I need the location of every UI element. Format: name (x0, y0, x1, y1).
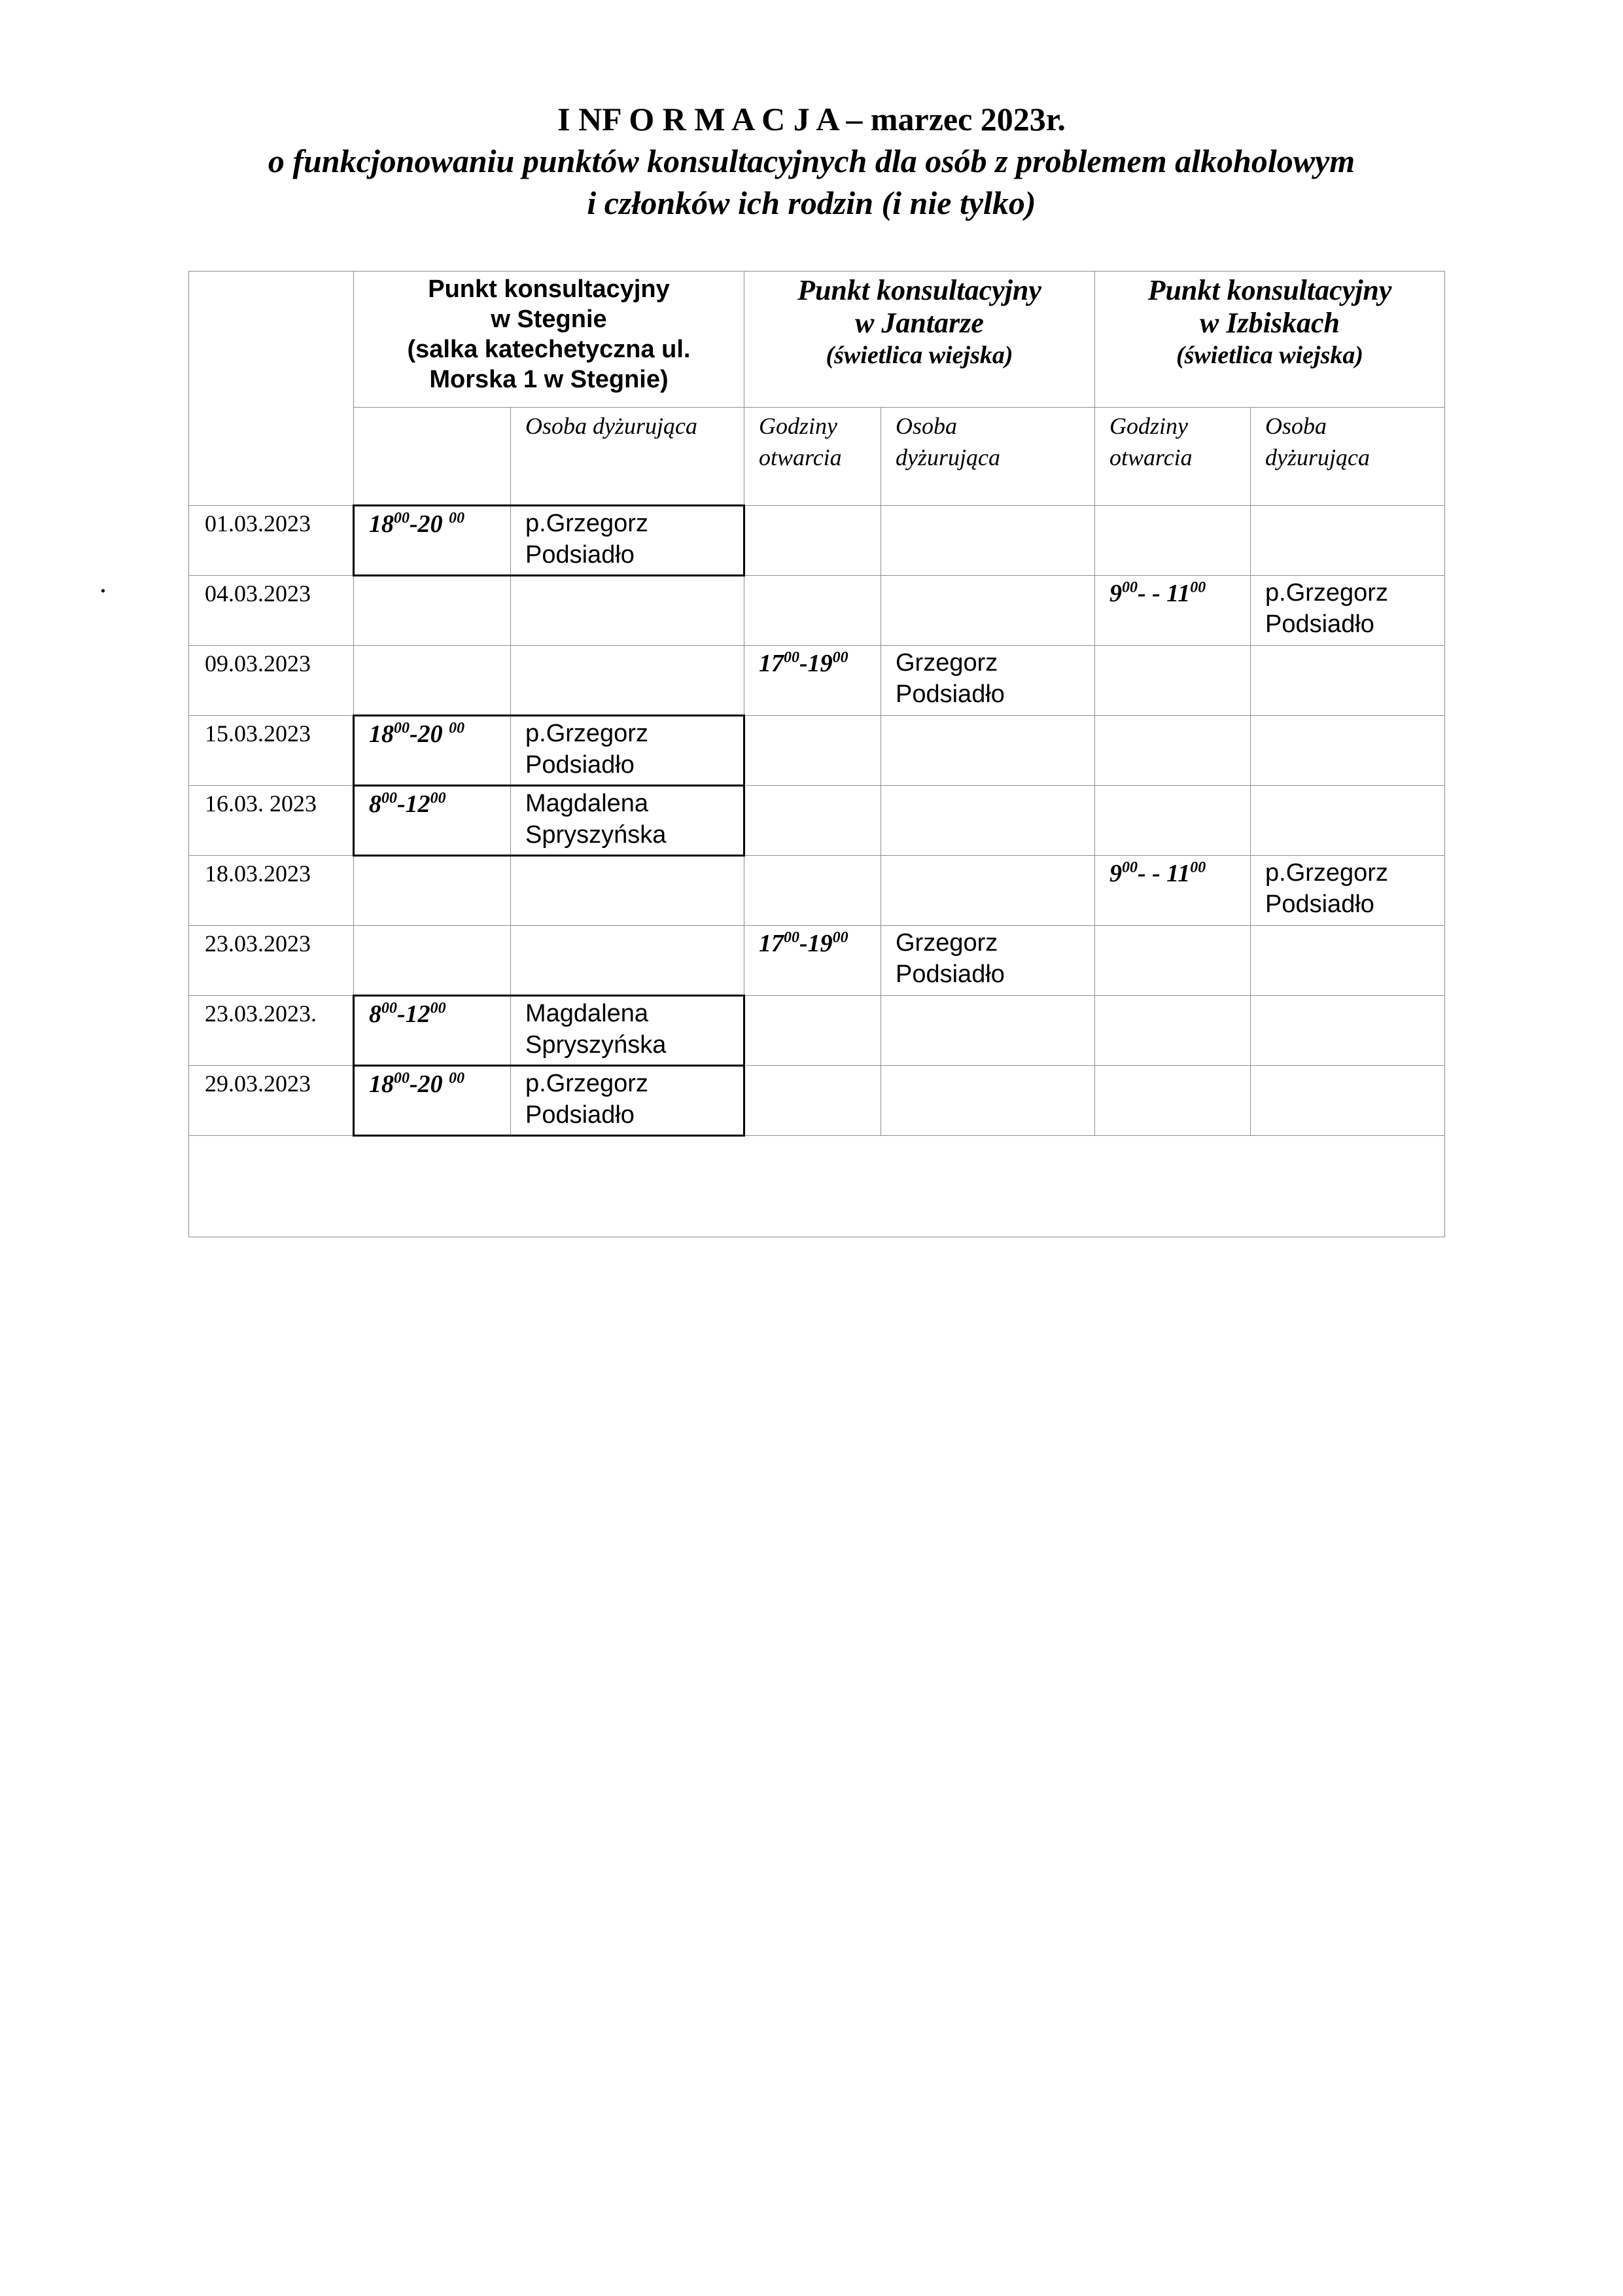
hours-separator: - (397, 790, 406, 818)
hours-from-minutes: 00 (1122, 579, 1138, 596)
hours-from-minutes: 00 (784, 929, 799, 946)
person-first-line: Magdalena (525, 790, 649, 817)
stegna-person-cell (511, 1066, 744, 1136)
izbiska-person-cell (1251, 506, 1445, 576)
hours-from: 17 (759, 650, 784, 677)
date-text: 18.03.2023 (205, 860, 311, 887)
person-second-line: Spryszyńska (525, 1031, 667, 1059)
subheader-stegna-hours (354, 408, 511, 506)
stegna-hours-cell (354, 506, 511, 576)
schedule-row (189, 1066, 1445, 1136)
person-second-line: Podsiadło (1265, 610, 1374, 638)
izbiska-hours-cell (1095, 506, 1251, 576)
stegna-hours-cell (354, 786, 511, 856)
subheader-stegna-person-label: Osoba dyżurująca (525, 413, 697, 439)
hours-to: 12 (405, 1000, 430, 1028)
jantar-person-cell (881, 786, 1095, 856)
header-izbiska (1095, 272, 1445, 408)
izbiska-hours-cell (1095, 856, 1251, 926)
title-line-1: I NF O R M A C J A – marzec 2023r. (557, 101, 1066, 137)
date-cell (189, 506, 354, 576)
schedule-table (188, 271, 1445, 1237)
hours-from: 8 (369, 1000, 381, 1028)
izbiska-hours-cell (1095, 1066, 1251, 1136)
person-second-line: Podsiadło (525, 751, 635, 779)
person-second-line: Podsiadło (525, 541, 635, 569)
hours-from-minutes: 00 (381, 1000, 397, 1017)
hours-to: 20 (417, 720, 449, 748)
hours-to: - 11 (1145, 580, 1191, 607)
izbiska-person-cell (1251, 646, 1445, 716)
stegna-hours-cell (354, 646, 511, 716)
hours-to: 19 (807, 650, 833, 677)
hours-to: 19 (807, 930, 833, 957)
izbiska-person-cell (1251, 856, 1445, 926)
jantar-person-cell (881, 506, 1095, 576)
hours-to-minutes: 00 (832, 649, 848, 666)
stegna-person-cell (511, 926, 744, 996)
hours-from: 17 (759, 930, 784, 957)
person-second-line: Podsiadło (896, 680, 1005, 708)
person-first-line: p.Grzegorz (525, 1070, 648, 1097)
date-text: 04.03.2023 (205, 580, 311, 607)
hours-to: 12 (405, 790, 430, 818)
subheader-izbiska-person (1251, 408, 1445, 506)
hours-from: 8 (369, 790, 381, 818)
jantar-hours-cell (744, 506, 881, 576)
jantar-hours-cell (744, 786, 881, 856)
izbiska-hours-cell (1095, 646, 1251, 716)
person-first-line: Grzegorz (896, 649, 998, 677)
hours-to: 20 (417, 510, 449, 538)
title-line-3: i członków ich rodzin (i nie tylko) (587, 185, 1036, 221)
header-stegna-line-3: (salka katechetyczna ul. (407, 336, 691, 363)
hours-from: 18 (369, 1070, 394, 1098)
hours-from: 9 (1109, 580, 1122, 607)
izbiska-hours-cell (1095, 576, 1251, 646)
izbiska-hours-cell (1095, 786, 1251, 856)
person-first-line: p.Grzegorz (1265, 859, 1388, 887)
header-izbiska-town: w Izbiskach (1200, 307, 1340, 339)
date-text: 09.03.2023 (205, 650, 311, 677)
subheader-jantar-hours (744, 408, 881, 506)
hours-to-minutes: 00 (832, 929, 848, 946)
title-line-2: o funkcjonowaniu punktów konsultacyjnych dla osób z problemem alkoholowym (268, 143, 1355, 179)
stegna-hours-cell (354, 926, 511, 996)
hours-separator: - (410, 720, 418, 748)
hours-to-minutes: 00 (1190, 579, 1206, 596)
stegna-person-cell (511, 506, 744, 576)
hours-to-minutes: 00 (449, 510, 465, 527)
person-second-line: Podsiadło (896, 961, 1005, 988)
hours-to: - 11 (1145, 860, 1191, 887)
hours-from-minutes: 00 (1122, 859, 1138, 876)
subheader-izbiska-person-line-1: Osoba (1265, 413, 1327, 439)
empty-footer-cell (189, 1136, 1445, 1237)
jantar-hours-cell (744, 716, 881, 786)
hours-from-minutes: 00 (381, 790, 397, 807)
date-cell (189, 856, 354, 926)
schedule-row (189, 646, 1445, 716)
hours-separator: - (410, 1070, 418, 1098)
subheader-jantar-person (881, 408, 1095, 506)
hours-from-minutes: 00 (394, 510, 410, 527)
date-cell (189, 716, 354, 786)
izbiska-person-cell (1251, 716, 1445, 786)
person-first-line: p.Grzegorz (1265, 579, 1388, 607)
jantar-person-cell (881, 646, 1095, 716)
jantar-hours-cell (744, 996, 881, 1066)
person-first-line: Magdalena (525, 1000, 649, 1027)
person-first-line: p.Grzegorz (525, 510, 648, 537)
izbiska-person-cell (1251, 576, 1445, 646)
subheader-izbiska-hours-line-1: Godziny (1109, 413, 1188, 439)
hours-to: 20 (417, 1070, 449, 1098)
izbiska-person-cell (1251, 996, 1445, 1066)
subheader-jantar-hours-line-1: Godziny (759, 413, 837, 439)
subheader-jantar-person-line-2: dyżurująca (896, 444, 1000, 470)
schedule-row (189, 996, 1445, 1066)
jantar-person-cell (881, 996, 1095, 1066)
stegna-person-cell (511, 646, 744, 716)
date-cell (189, 996, 354, 1066)
jantar-hours-cell (744, 646, 881, 716)
subheader-row (189, 408, 1445, 506)
hours-to-minutes: 00 (1190, 859, 1206, 876)
jantar-person-cell (881, 926, 1095, 996)
header-izbiska-place: (świetlica wiejska) (1176, 342, 1364, 369)
hours-from-minutes: 00 (784, 649, 799, 666)
hours-to-minutes: 00 (449, 720, 465, 737)
jantar-hours-cell (744, 856, 881, 926)
person-second-line: Podsiadło (1265, 891, 1374, 918)
stegna-hours-cell (354, 716, 511, 786)
header-row (189, 272, 1445, 408)
stegna-person-cell (511, 786, 744, 856)
person-second-line: Spryszyńska (525, 821, 667, 849)
hours-from-minutes: 00 (394, 1070, 410, 1087)
hours-separator: - (799, 650, 808, 677)
izbiska-person-cell (1251, 786, 1445, 856)
date-text: 15.03.2023 (205, 720, 311, 747)
izbiska-hours-cell (1095, 716, 1251, 786)
stegna-person-cell (511, 856, 744, 926)
header-izbiska-name: Punkt konsultacyjny (1147, 274, 1392, 306)
hours-separator: - (1138, 860, 1146, 887)
date-text: 01.03.2023 (205, 510, 311, 537)
subheader-stegna-person (511, 408, 744, 506)
subheader-izbiska-hours (1095, 408, 1251, 506)
hours-to-minutes: 00 (449, 1070, 465, 1087)
jantar-hours-cell (744, 926, 881, 996)
hours-to-minutes: 00 (430, 1000, 446, 1017)
header-stegna-line-4: Morska 1 w Stegnie) (429, 366, 669, 393)
person-second-line: Podsiadło (525, 1101, 635, 1129)
stegna-hours-cell (354, 1066, 511, 1136)
hours-separator: - (410, 510, 418, 538)
izbiska-hours-cell (1095, 996, 1251, 1066)
date-text: 29.03.2023 (205, 1070, 311, 1097)
stegna-hours-cell (354, 856, 511, 926)
header-jantar-name: Punkt konsultacyjny (797, 274, 1041, 306)
date-text: 16.03. 2023 (205, 790, 317, 817)
date-cell (189, 646, 354, 716)
hours-from: 18 (369, 510, 394, 538)
jantar-person-cell (881, 716, 1095, 786)
header-stegna-line-2: w Stegnie (491, 306, 607, 333)
jantar-hours-cell (744, 576, 881, 646)
hours-separator: - (397, 1000, 406, 1028)
izbiska-hours-cell (1095, 926, 1251, 996)
schedule-row (189, 716, 1445, 786)
header-jantar-place: (świetlica wiejska) (826, 342, 1013, 369)
date-cell (189, 576, 354, 646)
stegna-hours-cell (354, 576, 511, 646)
hours-from: 9 (1109, 860, 1122, 887)
schedule-row (189, 576, 1445, 646)
schedule-row (189, 506, 1445, 576)
stegna-person-cell (511, 996, 744, 1066)
corner-cell (189, 272, 354, 506)
person-first-line: p.Grzegorz (525, 720, 648, 747)
date-text: 23.03.2023 (205, 930, 311, 957)
person-first-line: Grzegorz (896, 929, 998, 957)
jantar-person-cell (881, 856, 1095, 926)
header-stegna-line-1: Punkt konsultacyjny (428, 275, 670, 303)
empty-footer-row (189, 1136, 1445, 1237)
schedule-row (189, 926, 1445, 996)
hours-separator: - (799, 930, 808, 957)
jantar-person-cell (881, 576, 1095, 646)
stegna-person-cell (511, 716, 744, 786)
header-stegna (354, 272, 744, 408)
izbiska-person-cell (1251, 926, 1445, 996)
subheader-izbiska-hours-line-2: otwarcia (1109, 444, 1193, 470)
izbiska-person-cell (1251, 1066, 1445, 1136)
date-cell (189, 1066, 354, 1136)
stegna-hours-cell (354, 996, 511, 1066)
subheader-jantar-person-line-1: Osoba (896, 413, 958, 439)
subheader-jantar-hours-line-2: otwarcia (759, 444, 842, 470)
jantar-hours-cell (744, 1066, 881, 1136)
schedule-row (189, 856, 1445, 926)
header-jantar-town: w Jantarze (855, 307, 984, 339)
date-text: 23.03.2023. (205, 1000, 317, 1027)
hours-separator: - (1138, 580, 1146, 607)
date-cell (189, 926, 354, 996)
stegna-person-cell (511, 576, 744, 646)
hours-from-minutes: 00 (394, 720, 410, 737)
date-cell (189, 786, 354, 856)
header-jantar (744, 272, 1095, 408)
jantar-person-cell (881, 1066, 1095, 1136)
subheader-izbiska-person-line-2: dyżurująca (1265, 444, 1370, 470)
document-title (0, 98, 1623, 224)
hours-to-minutes: 00 (430, 790, 446, 807)
schedule-row (189, 786, 1445, 856)
hours-from: 18 (369, 720, 394, 748)
stray-mark: . (99, 567, 107, 599)
